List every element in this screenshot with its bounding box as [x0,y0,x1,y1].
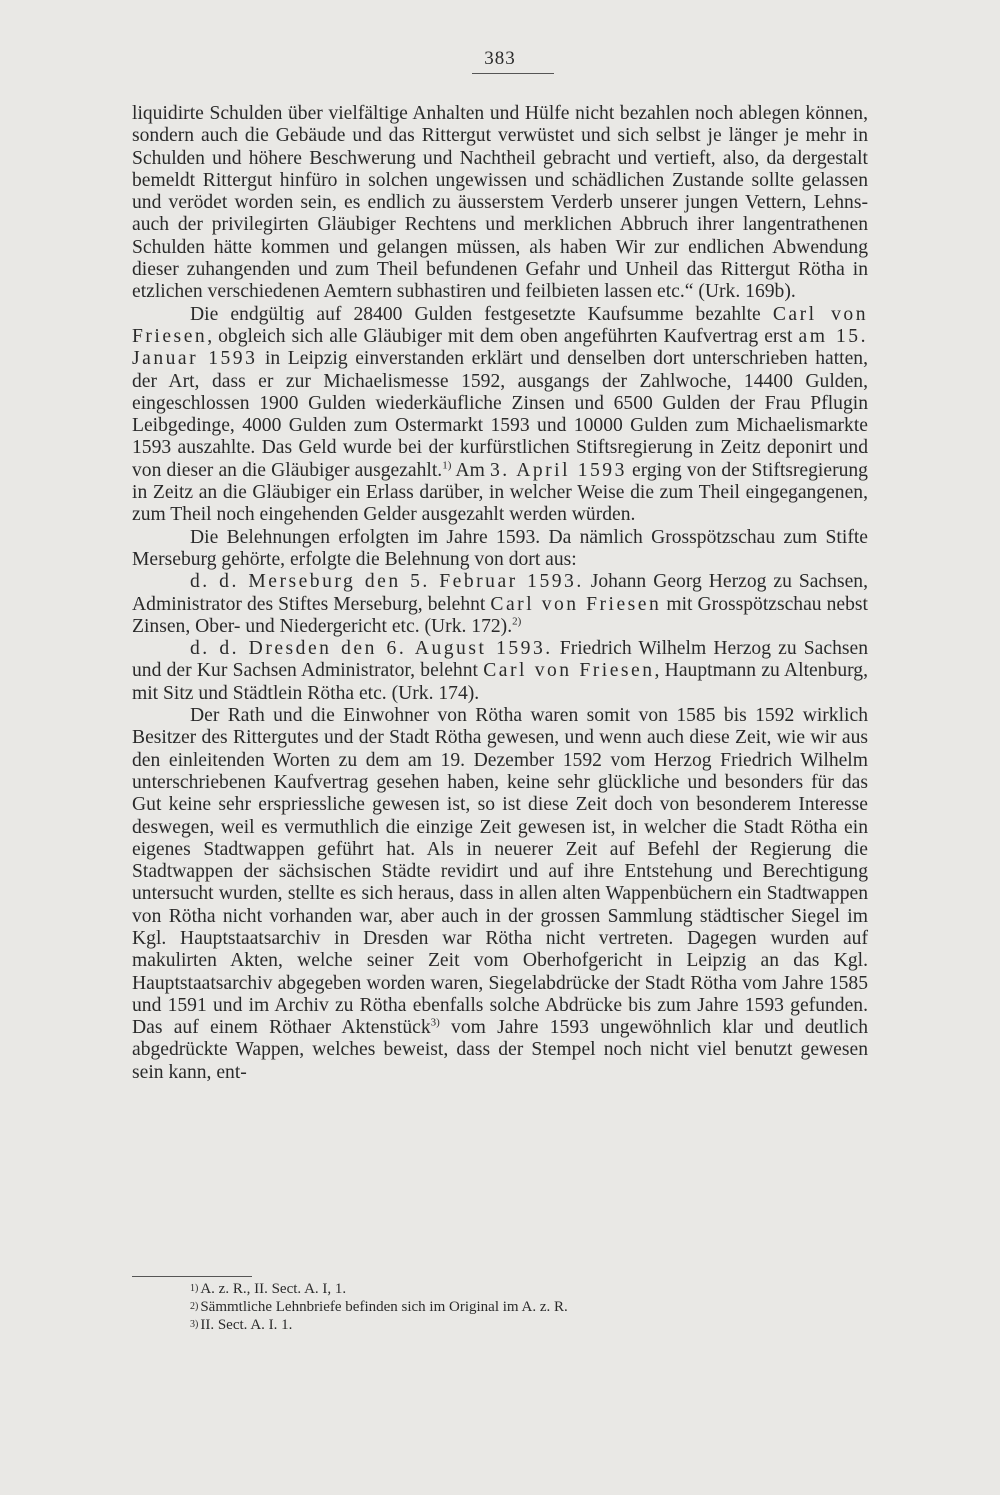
text-run: Am [451,459,490,481]
spaced-emphasis: d. d. Merseburg den 5. Februar 1593. [190,571,584,593]
footnote [190,1298,830,1316]
paragraph [132,705,868,1084]
spaced-emphasis: 3. April 1593 [489,459,627,481]
footnote-text: II. Sect. A. I. 1. [200,1317,293,1333]
footnote-mark: 2) [190,1301,199,1312]
spaced-emphasis: Carl von Friesen [132,303,868,347]
text-run: Die endgültig auf 28400 Gulden festgesetzte Kaufsumme bezahlte [190,303,773,325]
footnote-reference: 1) [442,459,452,472]
text-run: Friedrich Wilhelm Herzog zu Sachsen und der Kur Sachsen Administrator, belehnt [132,638,868,682]
page-number-rule [472,73,554,74]
footnote-text: Sämmtliche Lehnbriefe befinden sich im Original im A. z. R. [200,1299,568,1315]
spaced-emphasis: Carl von Friesen [490,593,662,615]
footnote-reference: 3) [430,1016,440,1029]
footnote-rule [132,1276,252,1277]
paragraph [132,527,868,572]
paragraph [132,103,868,304]
footnote-mark: 1) [190,1283,199,1294]
spaced-emphasis: d. d. Dresden den 6. August 1593. [190,638,553,660]
text-run: Der Rath und die Einwohner von Rötha waren somit von 1585 bis 1592 wirklich Besitzer des Rittergutes und der Stadt Rötha gewesen, und wenn auch diese Zeit, wie wir aus den einleitenden Worten zu dem am 19. Dezember 1592 vom Herzog Friedrich Wilhelm unterschriebenen Kaufvertrag gesehen haben, keine sehr glückliche und besonders für das Gut keine sehr erspriessliche gewesen ist, so ist diese Zeit doch von besonderem Interesse deswegen, weil es vermuthlich die einzige Zeit gewesen ist, in welcher die Stadt Rötha ein eigenes Stadtwappen geführt hat. Als in neuerer Zeit auf Befehl der Regierung die Stadtwappen der sächsischen Städte revidirt und auf ihre Entstehung und Berechtigung untersucht wurden, stellte es sich heraus, dass in allen alten Wappenbüchern ein Stadtwappen von Rötha nicht vorhanden war, aber auch in der grossen Sammlung städtischer Siegel im Kgl. Hauptstaatsarchiv in Dresden war Rötha nicht vertreten. Dagegen wurden auf makulirten Akten, welche seiner Zeit vom Oberhofgericht in Leipzig an das Kgl. Hauptstaatsarchiv abgegeben worden waren, Siegelabdrücke der Stadt Rötha vom Jahre 1585 und 1591 und im Archiv zu Rötha ebenfalls solche Abdrücke bis zum Jahre 1593 gefunden. Das auf einem Röthaer Aktenstück [132,705,868,1039]
text-run: mit Grosspötzschau nebst Zinsen, Ober- und Niedergericht etc. (Urk. 172). [132,593,868,637]
footnote-mark: 3) [190,1319,199,1330]
paragraph [132,304,868,527]
body-text [132,103,868,1084]
text-run: , obgleich sich alle Gläubiger mit dem oben angeführten Kaufvertrag erst [207,325,799,347]
text-run: , Hauptmann zu Altenburg, mit Sitz und Städtlein Rötha etc. (Urk. 174). [132,660,868,704]
text-run: in Leipzig einverstanden erklärt und denselben dort unterschrieben hatten, der Art, dass er zur Michaelismesse 1592, ausgangs der Zahlwoche, 14400 Gulden, eingeschlossen 1900 Gulden wiederkäufliche Zinsen und 6500 Gulden der Frau Pflugin Leibgedinge, 4000 Gulden zum Ostermarkt 1593 und 10000 Gulden zum Michaelismarkte 1593 auszahlte. Das Geld wurde bei der kurfürstlichen Stiftsregierung in Zeitz deponirt und von dieser an die Gläubiger ausgezahlt. [132,348,868,481]
footnote-text: A. z. R., II. Sect. A. I, 1. [200,1281,347,1297]
spaced-emphasis: am 15. Januar 1593 [132,325,868,370]
footnote [190,1316,830,1334]
paragraph [132,638,868,705]
text-run: Die Belehnungen erfolgten im Jahre 1593. Da nämlich Grosspötzschau zum Stifte Merseburg gehörte, erfolgte die Belehnung von dort aus: [132,526,868,570]
text-run: liquidirte Schulden über vielfältige Anhalten und Hülfe nicht bezahlen noch ablegen können, sondern auch die Gebäude und das Rittergut verwüstet und sich selbst je länger je mehr in Schulden und höhere Beschwerung und Nachtheil gebracht und vertieft, also, da dergestalt bemeldt Rittergut hinfüro in solchen ungewissen und schädlichen Zustande sollte gelassen und verödet worden sein, es endlich zu äusserstem Verderb unserer jungen Vettern, Lehns- auch der privilegirten Gläubiger Rechtens und merklichen Abbruch ihrer langentrathenen Schulden hätte kommen und gelangen müssen, als haben Wir zur endlichen Abwendung dieser zuhangenden und zum Theil befundenen Gefahr und Unheil das Rittergut Rötha in etzlichen verschiedenen Aemtern subhastiren und feilbieten lassen etc.“ (Urk. 169b). [132,103,868,303]
footnotes [190,1280,830,1334]
paragraph [132,571,868,638]
text-run: Johann Georg Herzog zu Sachsen, Administrator des Stiftes Merseburg, belehnt [132,571,868,615]
footnote-reference: 2) [512,615,522,628]
text-run: erging von der Stiftsregierung in Zeitz an die Gläubiger ein Erlass darüber, in welcher Weise die zum Theil eingegangenen, zum Theil noch eingehenden Gelder ausgezahlt werden würden. [132,459,868,526]
spaced-emphasis: Carl von Friesen [483,660,655,682]
page-number: 383 [484,48,516,69]
footnote [190,1280,830,1298]
text-run: vom Jahre 1593 ungewöhnlich klar und deutlich abgedrückte Wappen, welches beweist, dass der Stempel noch nicht viel benutzt gewesen sein kann, ent- [132,1017,868,1083]
